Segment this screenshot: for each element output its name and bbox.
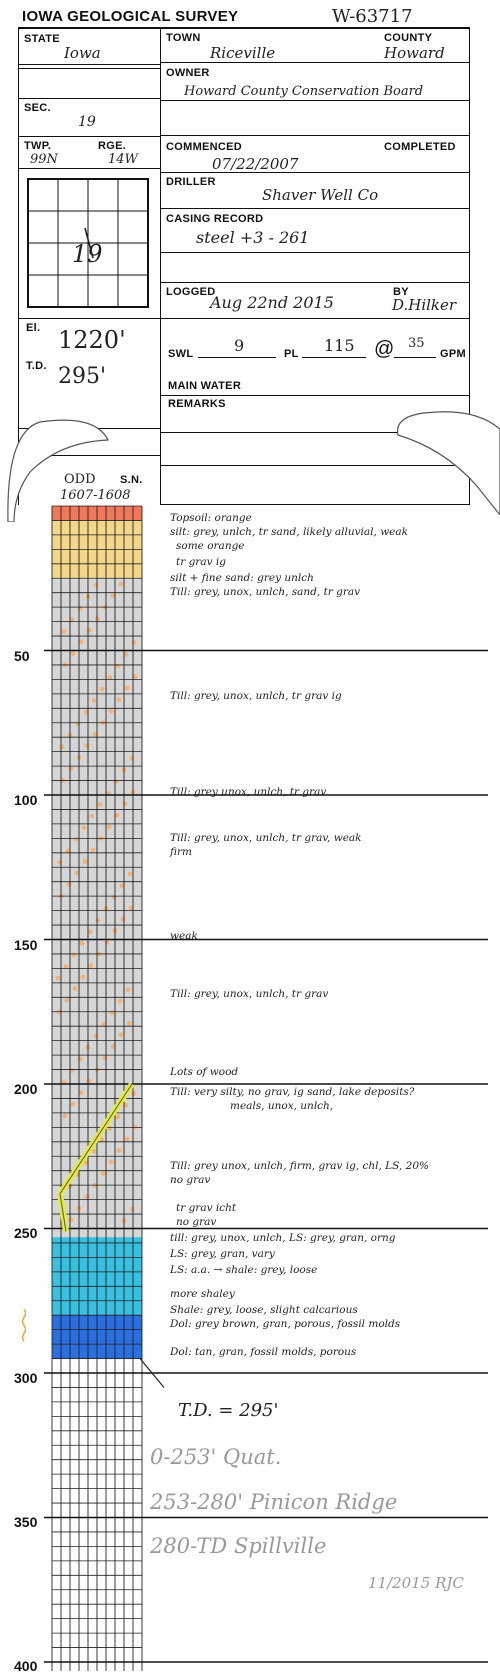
lith-note: Till: grey unox, unlch, tr grav: [170, 786, 327, 798]
casing-label: CASING RECORD: [166, 213, 264, 225]
lith-note: Shale: grey, loose, slight calcarious: [170, 1304, 358, 1316]
lith-note: firm: [170, 846, 192, 858]
lith-note: tr grav icht: [176, 1202, 237, 1214]
lith-note: Till: very silty, no grav, ig sand, lake deposits?: [170, 1086, 415, 1098]
gravel-dot: [91, 848, 96, 853]
td-annotation: T.D. = 295': [178, 1400, 279, 1421]
twp-value: 99N: [30, 152, 58, 167]
gravel-dot: [67, 882, 72, 887]
gravel-dot: [128, 872, 133, 877]
survey-title: IOWA GEOLOGICAL SURVEY: [22, 8, 239, 25]
lith-note: silt + fine sand: grey unlch: [170, 572, 314, 584]
el-label: El.: [26, 322, 41, 334]
gravel-dot: [101, 1171, 106, 1176]
gravel-dot: [114, 779, 119, 784]
gravel-dot: [69, 1217, 74, 1222]
gravel-dot: [127, 1021, 132, 1026]
gravel-dot: [94, 1033, 99, 1038]
depth-label-400: 400: [14, 1658, 38, 1674]
gravel-dot: [71, 651, 76, 656]
gravel-dot: [123, 801, 128, 806]
lith-note: Dol: tan, gran, fossil molds, porous: [170, 1346, 357, 1358]
lith-note: Topsoil: orange: [170, 512, 252, 524]
clip-right: [384, 405, 500, 515]
logged-value: Aug 22nd 2015: [210, 293, 334, 312]
lith-note: tr grav ig: [176, 556, 226, 568]
gravel-dot: [60, 744, 65, 749]
gravel-dot: [82, 825, 87, 830]
gravel-dot: [56, 976, 61, 981]
gravel-dot: [89, 963, 94, 968]
gravel-dot: [81, 975, 86, 980]
gravel-dot: [119, 582, 124, 587]
state-label: STATE: [24, 33, 60, 45]
lith-note: till: grey, unox, unlch, LS: grey, gran, orng: [170, 1232, 396, 1244]
gravel-dot: [92, 698, 97, 703]
lith-note: Dol: grey brown, gran, porous, fossil molds: [170, 1318, 401, 1330]
gravel-dot: [78, 1057, 83, 1062]
lith-note: Till: grey, unox, unlch, tr grav: [170, 988, 329, 1000]
gravel-dot: [112, 895, 117, 900]
gravel-dot: [76, 721, 81, 726]
logged-label: LOGGED: [166, 286, 216, 298]
twp-label: TWP.: [24, 140, 52, 152]
sn-value: 1607-1608: [60, 488, 131, 503]
rge-label: RGE.: [98, 140, 127, 152]
gravel-dot: [90, 814, 95, 819]
county-label: COUNTY: [384, 32, 433, 44]
gravel-dot: [118, 999, 123, 1004]
swl-value: 9: [234, 336, 245, 355]
water-zone-mark: [23, 1309, 26, 1341]
gravel-dot: [119, 1032, 124, 1037]
gravel-dot: [87, 628, 92, 633]
lith-note: Till: grey, unox, unlch, sand, tr grav: [170, 586, 361, 598]
gravel-dot: [116, 1114, 121, 1119]
depth-label-350: 350: [14, 1514, 38, 1530]
gravel-dot: [107, 824, 112, 829]
sn-label: S.N.: [120, 474, 143, 486]
gravel-dot: [94, 583, 99, 588]
gravel-dot: [78, 606, 83, 611]
gravel-dot: [125, 686, 130, 691]
gravel-dot: [109, 709, 114, 714]
gravel-dot: [125, 1137, 130, 1142]
depth-label-300: 300: [14, 1370, 38, 1386]
depth-label-100: 100: [14, 792, 38, 808]
gravel-dot: [117, 1148, 122, 1153]
gravel-dot: [71, 1102, 76, 1107]
commenced-value: 07/22/2007: [212, 155, 299, 173]
swl-label: SWL: [168, 348, 194, 360]
at-symbol: @: [374, 338, 395, 360]
rge-value: 14W: [108, 152, 138, 167]
lith-note: meals, unox, unlch,: [230, 1100, 334, 1112]
driller-value: Shaver Well Co: [262, 186, 379, 204]
gravel-dot: [85, 743, 90, 748]
state-value: Iowa: [64, 44, 101, 62]
well-number: W-63717: [332, 6, 413, 27]
grid-section-mark: 19: [72, 240, 103, 268]
gravel-dot: [117, 697, 122, 702]
gravel-dot: [74, 837, 79, 842]
lith-note: silt: grey, unlch, tr sand, likely alluvial, weak: [170, 526, 409, 538]
depth-label-50: 50: [14, 648, 30, 664]
gravel-dot: [126, 987, 131, 992]
depth-label-150: 150: [14, 937, 38, 953]
town-value: Riceville: [210, 44, 276, 62]
gravel-dot: [69, 767, 74, 772]
lith-note: Till: grey, unox, unlch, tr grav, weak: [170, 832, 362, 844]
gravel-dot: [130, 756, 135, 761]
gravel-dot: [130, 1207, 135, 1212]
gravel-dot: [103, 1056, 108, 1061]
gravel-dot: [65, 998, 70, 1003]
lith-note: no grav: [170, 1174, 211, 1186]
lith-note: LS: a.a. → shale: grey, loose: [170, 1264, 318, 1276]
gravel-dot: [98, 802, 103, 807]
by-label: BY: [393, 286, 409, 298]
gravel-dot: [96, 918, 101, 923]
gravel-dot: [121, 917, 126, 922]
formation-pinicon-ridge: 253-280' Pinicon Ridge: [150, 1490, 398, 1514]
gravel-dot: [73, 986, 78, 991]
lith-note: Lots of wood: [170, 1066, 239, 1078]
sec-value: 19: [78, 114, 96, 130]
lith-note: weak: [170, 930, 198, 942]
main-water-label: MAIN WATER: [168, 380, 242, 392]
el-value: 1220': [58, 326, 126, 354]
td-value: 295': [58, 364, 107, 389]
gravel-dot: [108, 1126, 113, 1131]
gravel-dot: [83, 859, 88, 864]
owner-value: Howard County Conservation Board: [184, 84, 424, 99]
gravel-dot: [62, 629, 67, 634]
depth-label-250: 250: [14, 1225, 38, 1241]
formation-spillville: 280-TD Spillville: [150, 1534, 327, 1558]
depth-label-200: 200: [14, 1081, 38, 1097]
gravel-dot: [100, 687, 105, 692]
gpm-value: 35: [408, 336, 425, 351]
formation-quaternary: 0-253' Quat.: [150, 1445, 282, 1469]
signature-date: 11/2015 RJC: [368, 1574, 464, 1592]
remarks-label: REMARKS: [168, 398, 226, 410]
lith-note: Till: grey, unox, unlch, tr grav ig: [170, 690, 342, 702]
completed-label: COMPLETED: [384, 141, 456, 153]
commenced-label: COMMENCED: [166, 141, 243, 153]
gravel-dot: [109, 1160, 114, 1165]
casing-value: steel +3 - 261: [196, 228, 310, 247]
gravel-dot: [132, 640, 137, 645]
pl-value: 115: [324, 336, 355, 355]
county-value: Howard: [384, 44, 445, 62]
gravel-dot: [105, 940, 110, 945]
lith-note: some orange: [176, 540, 245, 552]
gravel-dot: [116, 664, 121, 669]
gravel-dot: [80, 941, 85, 946]
lith-note: more shaley: [170, 1288, 235, 1300]
sec-label: SEC.: [24, 102, 51, 114]
gravel-dot: [132, 1091, 137, 1096]
gpm-label: GPM: [440, 348, 466, 360]
gravel-dot: [110, 1010, 115, 1015]
pl-label: PL: [284, 348, 299, 360]
driller-label: DRILLER: [166, 176, 216, 188]
gravel-dot: [85, 1194, 90, 1199]
gravel-dot: [63, 1113, 68, 1118]
lith-note: Till: grey unox, unlch, firm, grav ig, chl, LS, 20%: [170, 1160, 429, 1172]
gravel-dot: [87, 1079, 92, 1084]
odd-value: ODD: [64, 472, 96, 487]
td-label: T.D.: [26, 360, 47, 372]
town-label: TOWN: [166, 32, 201, 44]
lith-note: LS: grey, gran, vary: [170, 1248, 275, 1260]
gravel-dot: [72, 953, 77, 958]
gravel-dot: [58, 860, 63, 865]
owner-label: OWNER: [166, 67, 210, 79]
by-value: D.Hilker: [392, 296, 457, 314]
lith-note: no grav: [176, 1216, 217, 1228]
